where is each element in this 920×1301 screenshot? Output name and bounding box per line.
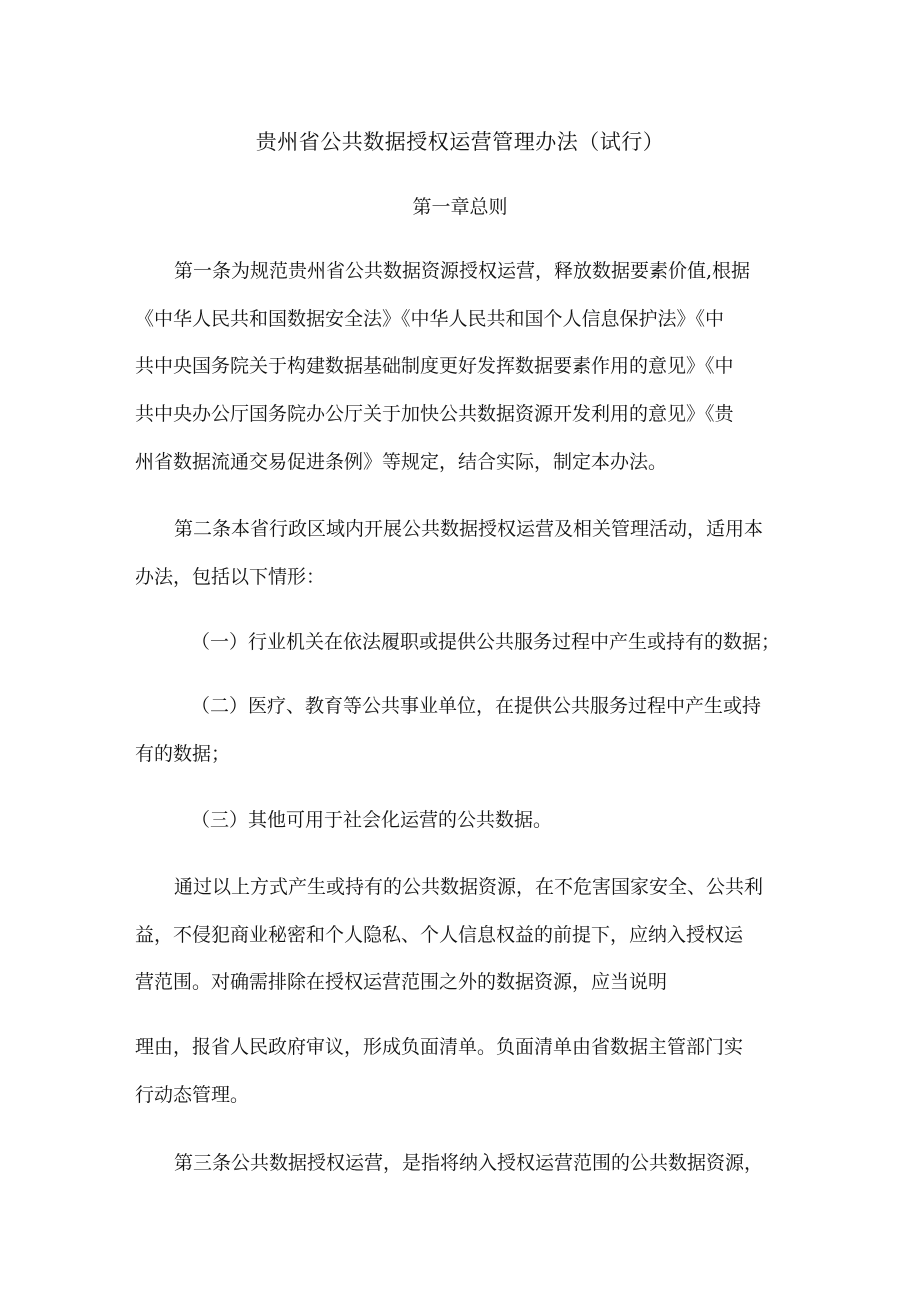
text-line: （一）行业机关在依法履职或提供公共服务过程中产生或持有的数据； <box>191 631 781 653</box>
document-title: 贵州省公共数据授权运营管理办法（试行） <box>255 130 665 154</box>
text-line: 营范围。对确需排除在授权运营范围之外的数据资源，应当说明 <box>135 971 668 993</box>
text-line: 理由，报省人民政府审议，形成负面清单。负面清单由省数据主管部门实 <box>135 1036 744 1058</box>
text-line: 益，不侵犯商业秘密和个人隐私、个人信息权益的前提下，应纳入授权运 <box>135 924 744 946</box>
text-line: 办法，包括以下情形： <box>135 566 326 588</box>
text-line: 第三条公共数据授权运营，是指将纳入授权运营范围的公共数据资源， <box>174 1152 764 1174</box>
text-line: 有的数据； <box>135 743 231 765</box>
text-line: （二）医疗、教育等公共事业单位，在提供公共服务过程中产生或持 <box>191 695 762 717</box>
text-line: 共中央国务院关于构建数据基础制度更好发挥数据要素作用的意见》《中 <box>135 355 734 377</box>
text-line: 《中华人民共和国数据安全法》《中华人民共和国个人信息保护法》《中 <box>135 308 725 330</box>
text-line: 第一条为规范贵州省公共数据资源授权运营，释放数据要素价值,根据 <box>174 260 751 282</box>
chapter-heading: 第一章总则 <box>412 196 508 218</box>
text-line: 通过以上方式产生或持有的公共数据资源，在不危害国家安全、公共利 <box>174 876 764 898</box>
text-line: 共中央办公厅国务院办公厅关于加快公共数据资源开发利用的意见》《贵 <box>135 403 734 425</box>
text-line: 第二条本省行政区域内开展公共数据授权运营及相关管理活动，适用本 <box>174 518 764 540</box>
text-line: 州省数据流通交易促进条例》等规定，结合实际，制定本办法。 <box>135 451 668 473</box>
text-line: 行动态管理。 <box>135 1084 250 1106</box>
text-line: （三）其他可用于社会化运营的公共数据。 <box>191 809 553 831</box>
